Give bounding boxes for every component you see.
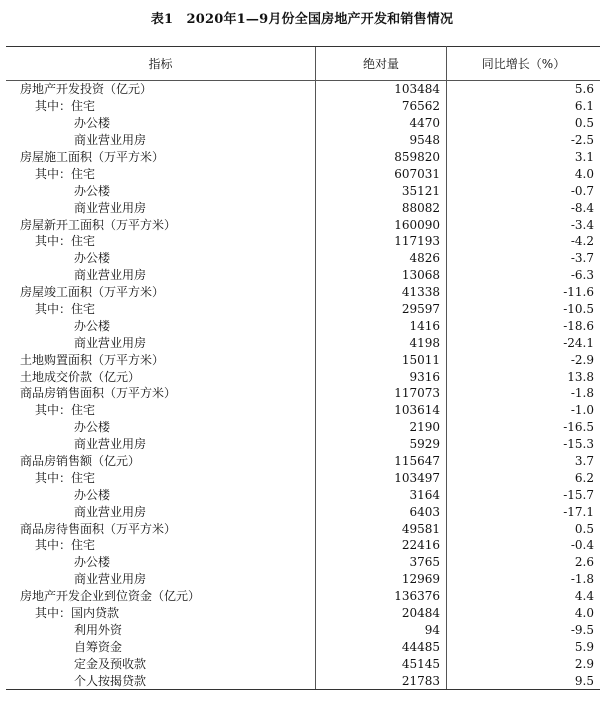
- row-growth-cell: 6.2: [574, 470, 594, 485]
- row-growth-cell: -15.3: [563, 437, 594, 452]
- row-growth-cell: -1.8: [570, 386, 594, 401]
- row-value-cell: 49581: [316, 520, 447, 537]
- table-row: [6, 520, 600, 537]
- row-indicator-cell: 其中：住宅: [35, 234, 96, 249]
- table-body: [6, 81, 600, 690]
- table-row: [6, 334, 600, 351]
- row-growth-cell: 4.4: [574, 589, 594, 604]
- row-growth-cell: -9.5: [570, 622, 594, 637]
- table-row: [6, 301, 600, 318]
- table-row: [6, 368, 600, 385]
- row-indicator-cell: 土地购置面积（万平方米）: [20, 352, 165, 367]
- row-value-cell: 3164: [316, 486, 447, 503]
- row-growth-cell: 3.7: [574, 454, 594, 469]
- row-indicator-cell: 商业营业用房: [74, 504, 147, 519]
- row-indicator-cell: 办公楼: [74, 318, 111, 333]
- row-value-cell: 20484: [316, 605, 447, 622]
- table-row: [6, 267, 600, 284]
- row-value-cell: 5929: [316, 436, 447, 453]
- row-value-cell: 160090: [316, 216, 447, 233]
- table-row: [6, 672, 600, 689]
- row-growth-cell: -4.2: [570, 234, 594, 249]
- table-row: [6, 98, 600, 115]
- row-indicator-cell: 其中：住宅: [35, 470, 96, 485]
- row-growth-cell: 13.8: [567, 369, 594, 384]
- row-value-cell: 15011: [316, 351, 447, 368]
- row-growth-cell: -3.7: [570, 251, 594, 266]
- row-growth-cell: -2.5: [570, 133, 594, 148]
- row-growth-cell: -0.7: [570, 183, 594, 198]
- table-row: [6, 115, 600, 132]
- table-title: 表1 2020年1—9月份全国房地产开发和销售情况: [150, 12, 454, 27]
- row-indicator-cell: 房屋竣工面积（万平方米）: [20, 285, 165, 300]
- row-growth-cell: -1.0: [570, 403, 594, 418]
- row-indicator-cell: 商品房销售面积（万平方米）: [20, 386, 177, 401]
- row-value-cell: 9316: [316, 368, 447, 385]
- row-value-cell: 6403: [316, 503, 447, 520]
- table-row: [6, 165, 600, 182]
- row-indicator-cell: 个人按揭贷款: [6, 672, 316, 689]
- table-row: [6, 638, 600, 655]
- row-value-cell: 4470: [316, 115, 447, 132]
- row-value-cell: 1416: [316, 317, 447, 334]
- row-indicator-cell: 商品房待售面积（万平方米）: [20, 521, 177, 536]
- table-row: [6, 402, 600, 419]
- table-row: [6, 453, 600, 470]
- row-indicator-cell: 办公楼: [74, 555, 111, 570]
- table-row: [6, 588, 600, 605]
- row-growth-cell: -16.5: [563, 420, 594, 435]
- row-value-cell: 4826: [316, 250, 447, 267]
- row-value-cell: 9548: [316, 132, 447, 149]
- row-indicator-cell: 办公楼: [74, 183, 111, 198]
- row-growth-cell: -0.4: [570, 538, 594, 553]
- row-indicator-cell: 定金及预收款: [74, 656, 147, 671]
- row-indicator-cell: 房屋新开工面积（万平方米）: [20, 217, 177, 232]
- row-value-cell: 117193: [316, 233, 447, 250]
- row-value-cell: 76562: [316, 98, 447, 115]
- table-row: [6, 436, 600, 453]
- row-indicator-cell: 其中：国内贷款: [35, 606, 120, 621]
- table-row: [6, 554, 600, 571]
- row-value-cell: 4198: [316, 334, 447, 351]
- table-row: [6, 655, 600, 672]
- row-value-cell: 41338: [316, 284, 447, 301]
- row-indicator-cell: 办公楼: [74, 116, 111, 131]
- row-growth-cell: -2.9: [570, 352, 594, 367]
- row-value-cell: 2190: [316, 419, 447, 436]
- row-growth-cell: 2.6: [574, 555, 594, 570]
- row-growth-cell: 5.6: [574, 82, 594, 97]
- row-indicator-cell: 其中：住宅: [35, 99, 96, 114]
- table-row: [6, 469, 600, 486]
- row-value-cell: 94: [316, 622, 447, 639]
- row-indicator-cell: 房地产开发企业到位资金（亿元）: [20, 589, 201, 604]
- row-indicator-cell: 办公楼: [74, 487, 111, 502]
- row-growth-cell: -24.1: [563, 335, 594, 350]
- row-indicator-cell: 商业营业用房: [74, 133, 147, 148]
- table-row: [6, 284, 600, 301]
- table-row: [6, 385, 600, 402]
- row-value-cell: 35121: [316, 182, 447, 199]
- row-growth-cell: 0.5: [574, 116, 594, 131]
- row-growth-cell: 5.9: [574, 639, 594, 654]
- table-row: [6, 537, 600, 554]
- row-indicator-cell: 商业营业用房: [74, 268, 147, 283]
- row-value-cell: 12969: [316, 571, 447, 588]
- row-growth-cell: 0.5: [574, 521, 594, 536]
- row-indicator-cell: 办公楼: [74, 251, 111, 266]
- row-value-cell: 103484: [316, 81, 447, 98]
- row-value-cell: 13068: [316, 267, 447, 284]
- row-value-cell: 117073: [316, 385, 447, 402]
- table-row: [6, 486, 600, 503]
- row-indicator-cell: 商业营业用房: [74, 437, 147, 452]
- table-row: [6, 132, 600, 149]
- row-growth-cell: 2.9: [574, 656, 594, 671]
- row-indicator-cell: 商业营业用房: [74, 335, 147, 350]
- row-indicator-cell: 商业营业用房: [74, 200, 147, 215]
- table-row: [6, 182, 600, 199]
- table-row: [6, 317, 600, 334]
- row-growth-cell: -3.4: [570, 217, 594, 232]
- table-row: [6, 233, 600, 250]
- table-row: [6, 351, 600, 368]
- table-row: [6, 216, 600, 233]
- table-row: [6, 81, 600, 98]
- row-indicator-cell: 商品房销售额（亿元）: [20, 454, 141, 469]
- header-indicator: 指标: [6, 47, 316, 81]
- row-indicator-cell: 自筹资金: [74, 639, 123, 654]
- header-yoy-growth: 同比增长（%）: [447, 47, 601, 81]
- table-row: [6, 605, 600, 622]
- table-row: [6, 250, 600, 267]
- row-value-cell: 115647: [316, 453, 447, 470]
- row-value-cell: 88082: [316, 199, 447, 216]
- table-row: [6, 571, 600, 588]
- row-indicator-cell: 土地成交价款（亿元）: [20, 369, 141, 384]
- row-value-cell: 136376: [316, 588, 447, 605]
- table-row: [6, 622, 600, 639]
- row-indicator-cell: 房地产开发投资（亿元）: [20, 82, 153, 97]
- row-value-cell: 859820: [316, 149, 447, 166]
- row-indicator-cell: 其中：住宅: [35, 403, 96, 418]
- row-growth-cell: 3.1: [574, 150, 594, 164]
- row-indicator-cell: 房屋施工面积（万平方米）: [20, 150, 165, 164]
- table-row: [6, 199, 600, 216]
- table-row: [6, 419, 600, 436]
- row-growth-cell: -15.7: [563, 487, 594, 502]
- row-growth-cell: 4.0: [574, 166, 594, 181]
- row-growth-cell: -18.6: [563, 318, 594, 333]
- row-growth-cell: 6.1: [574, 99, 594, 114]
- table-row: [6, 149, 600, 166]
- row-growth-cell: -1.8: [570, 572, 594, 587]
- row-growth-cell: -10.5: [563, 302, 594, 317]
- row-growth-cell: 9.5: [447, 672, 601, 689]
- row-value-cell: 29597: [316, 301, 447, 318]
- row-value-cell: 21783: [316, 672, 447, 689]
- row-growth-cell: 4.0: [574, 606, 594, 621]
- header-absolute-value: 绝对量: [316, 47, 447, 81]
- row-indicator-cell: 办公楼: [74, 420, 111, 435]
- row-growth-cell: -11.6: [563, 285, 594, 300]
- row-value-cell: 103497: [316, 469, 447, 486]
- row-indicator-cell: 其中：住宅: [35, 166, 96, 181]
- row-value-cell: 607031: [316, 165, 447, 182]
- statistics-table: [6, 46, 600, 690]
- row-indicator-cell: 商业营业用房: [74, 572, 147, 587]
- row-value-cell: 3765: [316, 554, 447, 571]
- row-indicator-cell: 其中：住宅: [35, 538, 96, 553]
- row-growth-cell: -17.1: [563, 504, 594, 519]
- row-indicator-cell: 利用外资: [74, 622, 123, 637]
- row-growth-cell: -8.4: [570, 200, 594, 215]
- row-value-cell: 22416: [316, 537, 447, 554]
- table-header-row: [6, 47, 600, 81]
- table-row: [6, 503, 600, 520]
- row-value-cell: 103614: [316, 402, 447, 419]
- row-indicator-cell: 其中：住宅: [35, 302, 96, 317]
- row-value-cell: 44485: [316, 638, 447, 655]
- row-value-cell: 45145: [316, 655, 447, 672]
- row-growth-cell: -6.3: [570, 268, 594, 283]
